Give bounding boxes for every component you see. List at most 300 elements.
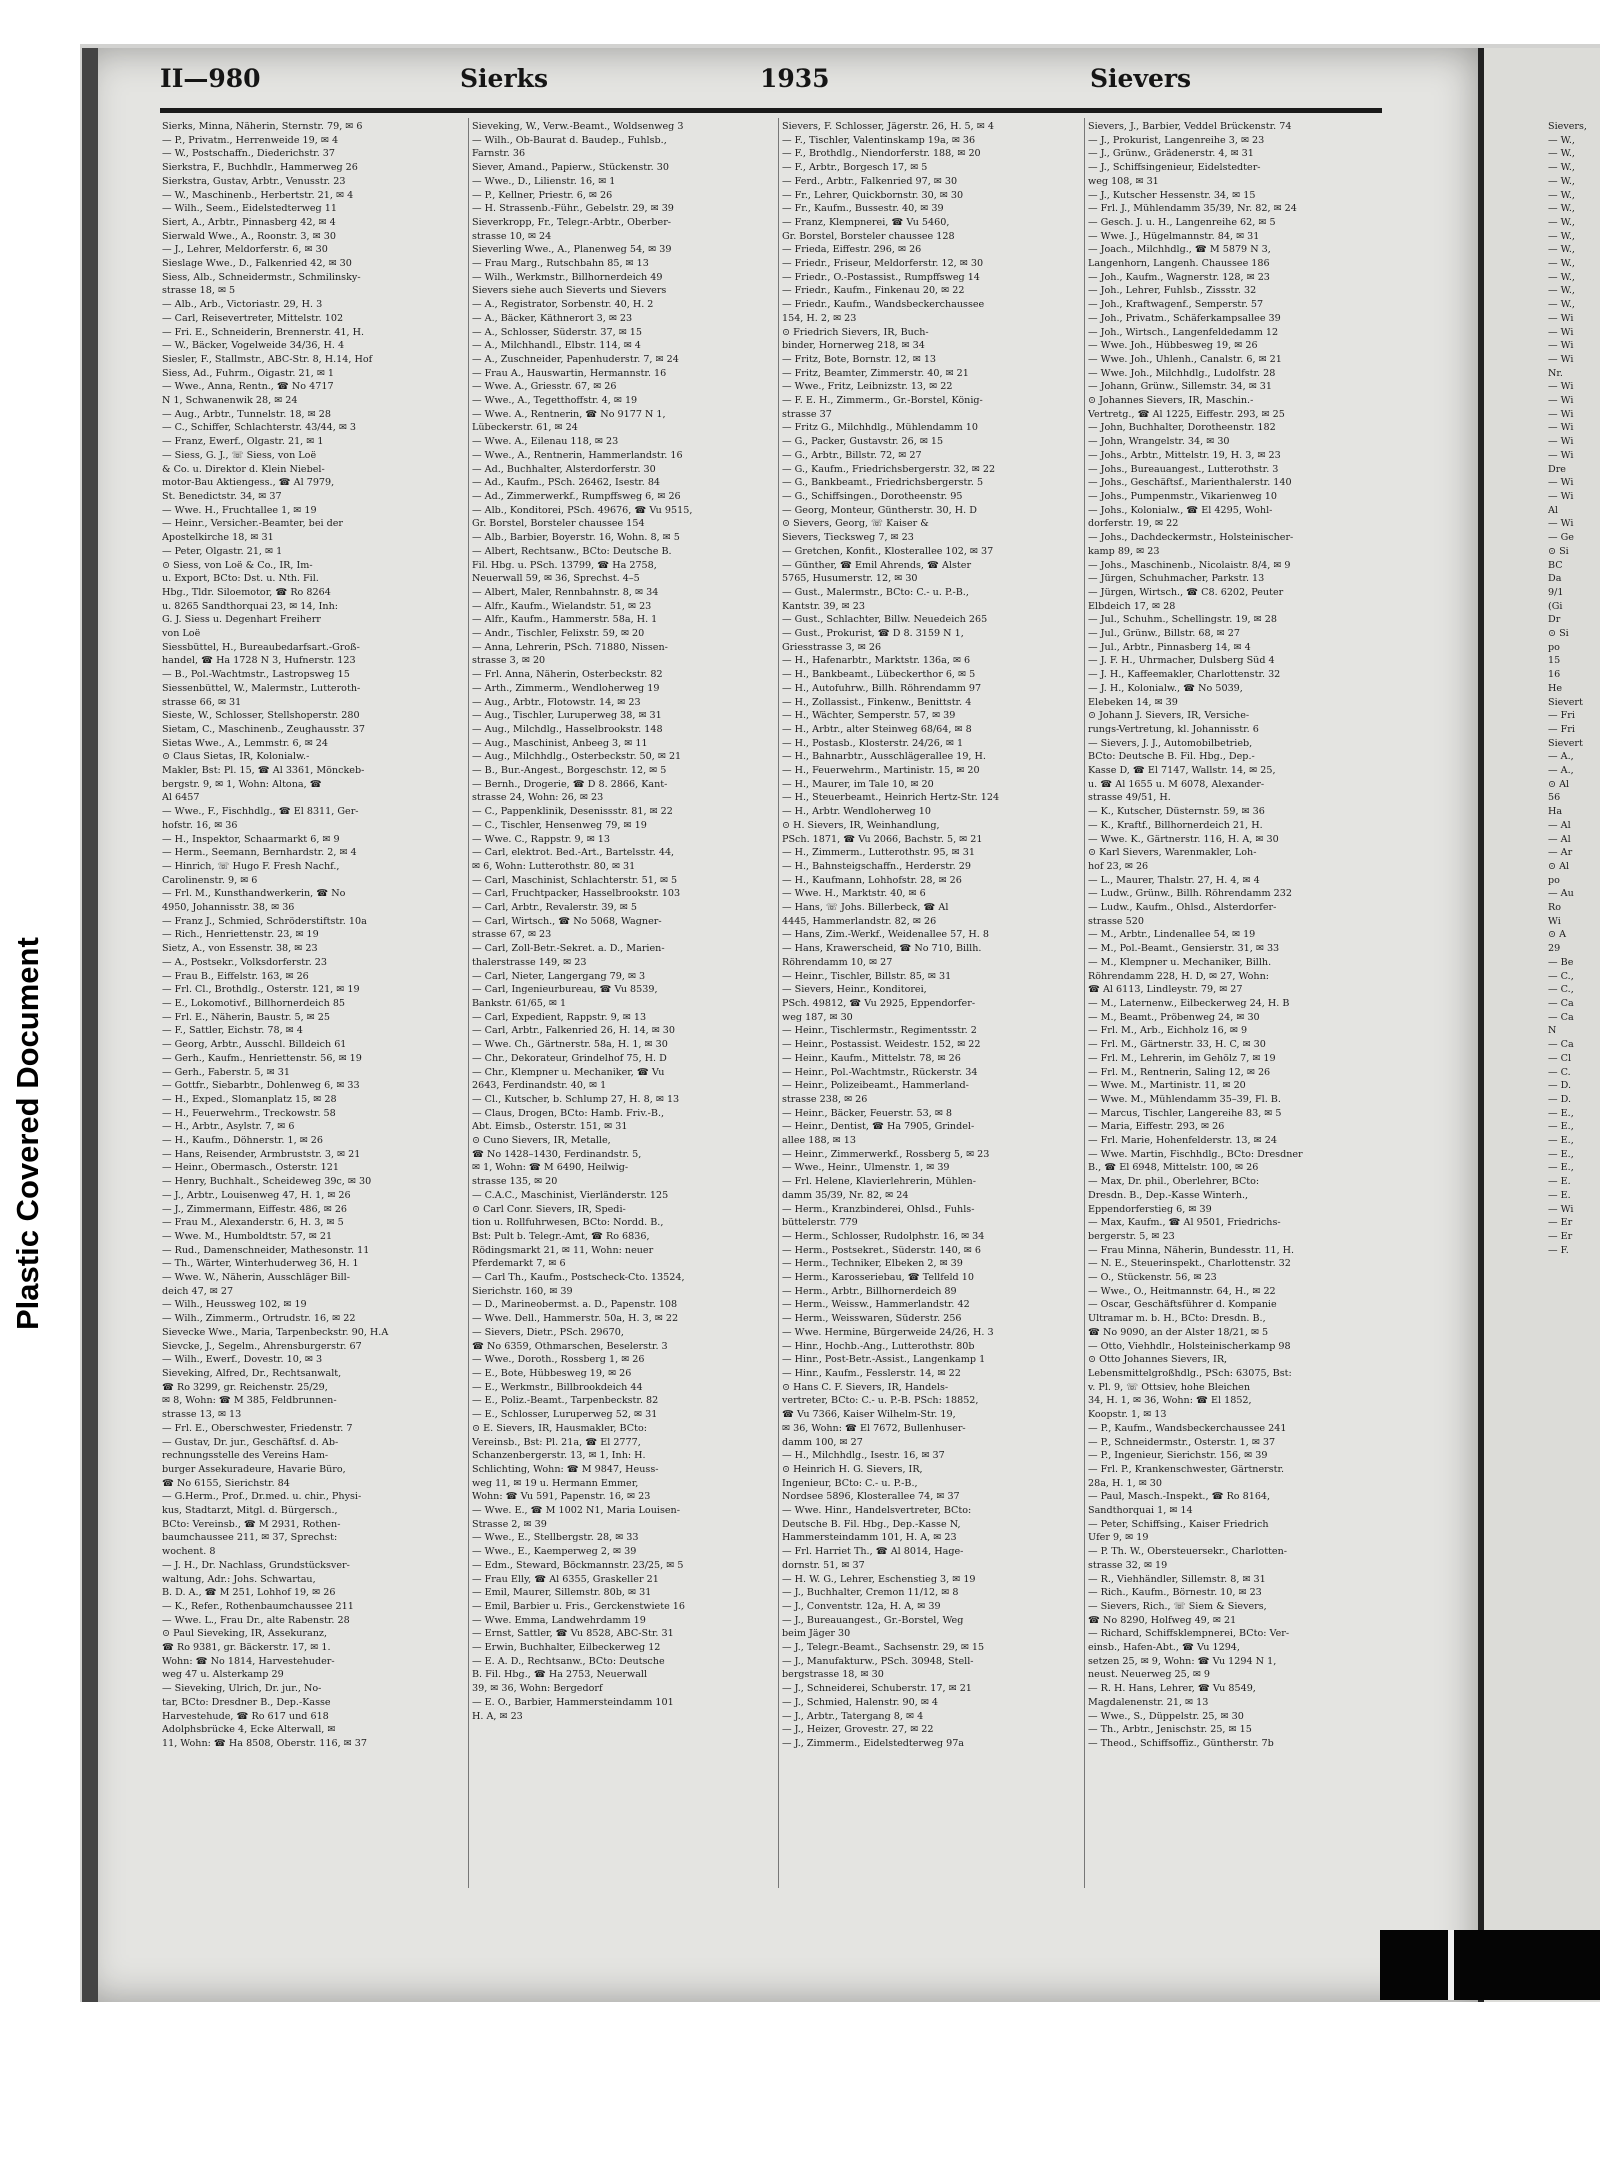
directory-entry-line: Nordsee 5896, Klosterallee 74, ✉ 37 [782, 1491, 960, 1503]
directory-entry-line: — Frl. J., Mühlendamm 35/39, Nr. 82, ✉ 24 [1088, 203, 1297, 215]
directory-entry-line: — Wwe., E., Stellbergstr. 28, ✉ 33 [472, 1532, 639, 1544]
directory-entry-line: — J. F. H., Uhrmacher, Dulsberg Süd 4 [1088, 655, 1275, 667]
directory-entry-line: — R., Viehhändler, Sillemstr. 8, ✉ 31 [1088, 1573, 1266, 1585]
directory-entry-line: strasse 13, ✉ 13 [162, 1409, 242, 1421]
directory-entry-line: Sieslage Wwe., D., Falkenried 42, ✉ 30 [162, 258, 352, 270]
directory-entry-line: BCto: Vereinsb., ☎ M 2931, Rothen- [162, 1518, 341, 1530]
directory-entry-line: — Wwe. Ch., Gärtnerstr. 58a, H. 1, ✉ 30 [472, 1039, 668, 1051]
directory-entry-line: — Alb., Arb., Victoriastr. 29, H. 3 [162, 299, 323, 311]
directory-entry-line: — Frau A., Hauswartin, Hermannstr. 16 [472, 367, 667, 379]
directory-entry-line: 9/1 [1548, 586, 1564, 598]
directory-entry-line: Sierkstra, F., Buchhdlr., Hammerweg 26 [162, 162, 358, 174]
directory-entry-line: — A., Bäcker, Käthnerort 3, ✉ 23 [472, 312, 633, 324]
directory-entry-line: Al [1548, 504, 1558, 516]
directory-entry-line: — F. [1548, 1244, 1569, 1256]
directory-entry-line: — E., Poliz.-Beamt., Tarpenbeckstr. 82 [472, 1395, 659, 1407]
directory-entry-line: — Wi [1548, 490, 1574, 502]
directory-entry-line: — E., [1548, 1162, 1574, 1174]
directory-entry-line: — E. [1548, 1176, 1571, 1188]
directory-entry-line: 2643, Ferdinandstr. 40, ✉ 1 [472, 1080, 607, 1092]
directory-entry-line: Sievers siehe auch Sieverts und Sievers [472, 285, 667, 297]
directory-entry-line: — Georg, Monteur, Güntherstr. 30, H. D [782, 504, 977, 516]
directory-entry-line: — Wilh., Ewerf., Dovestr. 10, ✉ 3 [162, 1354, 323, 1366]
directory-entry-line: — Friedr., O.-Postassist., Rumpffsweg 14 [782, 271, 980, 283]
directory-entry-line: weg 47 u. Alsterkamp 29 [162, 1669, 284, 1681]
directory-entry-line: Siert, A., Arbtr., Pinnasberg 42, ✉ 4 [162, 216, 336, 228]
directory-entry-line: ☎ No 9090, an der Alster 18/21, ✉ 5 [1088, 1326, 1269, 1338]
directory-entry-line: — H., Milchhdlg., Isestr. 16, ✉ 37 [782, 1450, 945, 1462]
directory-entry-line: Sietam, C., Maschinenb., Zeughausstr. 37 [162, 723, 365, 735]
directory-entry-line: — Sievers, Dietr., PSch. 29670, [472, 1326, 624, 1338]
directory-entry-line: — E., [1548, 1135, 1574, 1147]
directory-entry-line: — Johs., Maschinenb., Nicolaistr. 8/4, ✉ 9 [1088, 559, 1291, 571]
directory-entry-line: — Heinr., Zimmerwerkf., Rossberg 5, ✉ 23 [782, 1148, 990, 1160]
directory-entry-line: — Franz J., Schmied, Schröderstiftstr. 10a [162, 915, 367, 927]
column-divider [778, 118, 779, 1888]
directory-entry-line: — Frl. M., Lehrerin, im Gehölz 7, ✉ 19 [1088, 1052, 1276, 1064]
directory-entry-line: ☎ No 6359, Othmarschen, Beselerstr. 3 [472, 1340, 668, 1352]
directory-entry-line: — W., [1548, 148, 1575, 160]
directory-entry-line: Kantstr. 39, ✉ 23 [782, 600, 865, 612]
directory-entry-line: — H., Postasb., Klosterstr. 24/26, ✉ 1 [782, 737, 964, 749]
directory-entry-line: — J., Telegr.-Beamt., Sachsenstr. 29, ✉ 15 [782, 1642, 985, 1654]
directory-entry-line: bergerstr. 5, ✉ 23 [1088, 1230, 1175, 1242]
directory-entry-line: 15 [1548, 655, 1561, 667]
directory-entry-line: — E., Schlosser, Luruperweg 52, ✉ 31 [472, 1409, 658, 1421]
directory-entry-line: — Wi [1548, 353, 1574, 365]
directory-entry-line: — Aug., Maschinist, Anbeeg 3, ✉ 11 [472, 737, 648, 749]
header-right-word: Sievers [1090, 64, 1192, 93]
directory-entry-line: — Wwe. Joh., Milchhdlg., Ludolfstr. 28 [1088, 367, 1276, 379]
directory-entry-line: — Fr., Lehrer, Quickbornstr. 30, ✉ 30 [782, 189, 964, 201]
directory-entry-line: 39, ✉ 36, Wohn: Bergedorf [472, 1683, 603, 1695]
directory-entry-line: — Carl, Ingenieurbureau, ☎ Vu 8539, [472, 984, 658, 996]
directory-entry-line: Siess, Ad., Fuhrm., Oigastr. 21, ✉ 1 [162, 367, 335, 379]
directory-entry-line: — Frau Elly, ☎ Al 6355, Graskeller 21 [472, 1573, 659, 1585]
directory-entry-line: — Jul., Grünw., Billstr. 68, ✉ 27 [1088, 628, 1240, 640]
directory-entry-line: — Jul., Schuhm., Schellingstr. 19, ✉ 28 [1088, 614, 1277, 626]
directory-entry-line: — Wi [1548, 518, 1574, 530]
directory-entry-line: — Frl. Anna, Näherin, Osterbeckstr. 82 [472, 669, 663, 681]
directory-entry-line: — Frl. M., Gärtnerstr. 33, H. C, ✉ 30 [1088, 1039, 1266, 1051]
directory-entry-line: — Wwe., D., Lilienstr. 16, ✉ 1 [472, 175, 616, 187]
directory-entry-line: Dresdn. B., Dep.-Kasse Winterh., [1088, 1189, 1249, 1201]
directory-entry-line: — H., Hafenarbtr., Marktstr. 136a, ✉ 6 [782, 655, 971, 667]
directory-entry-line: — H., Kaufmann, Lohhofstr. 28, ✉ 26 [782, 874, 962, 886]
black-redaction-block [1380, 1930, 1600, 2000]
directory-entry-line: — Carl, Wirtsch., ☎ No 5068, Wagner- [472, 915, 662, 927]
directory-entry-line: — J., Zimmermann, Eiffestr. 486, ✉ 26 [162, 1203, 348, 1215]
directory-entry-line: — Claus, Drogen, BCto: Hamb. Friv.-B., [472, 1107, 665, 1119]
directory-entry-line: Lebensmittelgroßhdlg., PSch: 63075, Bst: [1088, 1367, 1292, 1379]
column-divider [1084, 118, 1085, 1888]
directory-entry-line: ✉ 8, Wohn: ☎ M 385, Feldbrunnen- [162, 1395, 337, 1407]
directory-entry-line: Adolphsbrücke 4, Ecke Alterwall, ✉ [162, 1724, 336, 1736]
directory-entry-line: — Johann, Grünw., Sillemstr. 34, ✉ 31 [1088, 381, 1273, 393]
directory-entry-line: — Gust., Malermstr., BCto: C.- u. P.-B., [782, 586, 969, 598]
directory-entry-line: N 1, Schwanenwik 28, ✉ 24 [162, 395, 298, 407]
directory-entry-line: Gr. Borstel, Borsteler chaussee 154 [472, 518, 645, 530]
directory-entry-line: — Gust., Schlachter, Billw. Neuedeich 265 [782, 614, 988, 626]
directory-entry-line: weg 108, ✉ 31 [1088, 175, 1159, 187]
directory-entry-line: — Franz, Ewerf., Olgastr. 21, ✉ 1 [162, 436, 324, 448]
directory-entry-line: ⊙ H. Sievers, IR, Weinhandlung, [782, 819, 940, 831]
directory-entry-line: — J., Arbtr., Tatergang 8, ✉ 4 [782, 1710, 924, 1722]
directory-entry-line: — H., Arbtr., Asylstr. 7, ✉ 6 [162, 1121, 295, 1133]
directory-entry-line: u. ☎ Al 1655 u. M 6078, Alexander- [1088, 778, 1265, 790]
directory-entry-line: 4950, Johannisstr. 38, ✉ 36 [162, 902, 295, 914]
directory-entry-line: ⊙ Cuno Sievers, IR, Metalle, [472, 1135, 611, 1147]
directory-entry-line: — Frl. Cl., Brothdlg., Osterstr. 121, ✉ 19 [162, 984, 360, 996]
directory-entry-line: — Wwe. A., Rentnerin, ☎ No 9177 N 1, [472, 408, 666, 420]
directory-entry-line: — Chr., Dekorateur, Grindelhof 75, H. D [472, 1052, 667, 1064]
directory-entry-line: — F., Brothdlg., Niendorferstr. 188, ✉ 20 [782, 148, 981, 160]
directory-entry-line: ⊙ Si [1548, 628, 1569, 640]
directory-entry-line: — Heinr., Dentist, ☎ Ha 7905, Grindel- [782, 1121, 975, 1133]
directory-entry-line: — A., [1548, 751, 1574, 763]
directory-entry-line: Rödingsmarkt 21, ✉ 11, Wohn: neuer [472, 1244, 654, 1256]
directory-entry-line: — Frieda, Eiffestr. 296, ✉ 26 [782, 244, 922, 256]
directory-entry-line: Sieverling Wwe., A., Planenweg 54, ✉ 39 [472, 244, 672, 256]
directory-entry-line: — Ca [1548, 1039, 1574, 1051]
directory-entry-line: — H. W. G., Lehrer, Eschenstieg 3, ✉ 19 [782, 1573, 976, 1585]
directory-entry-line: ⊙ Claus Sietas, IR, Kolonialw.- [162, 751, 310, 763]
directory-entry-line: — M., Beamt., Pröbenweg 24, ✉ 30 [1088, 1011, 1260, 1023]
directory-entry-line: — Wwe. Hermine, Bürgerweide 24/26, H. 3 [782, 1326, 994, 1338]
directory-entry-line: Sietas Wwe., A., Lemmstr. 6, ✉ 24 [162, 737, 328, 749]
directory-entry-line: Siessbüttel, H., Bureaubedarfsart.-Groß- [162, 641, 360, 653]
directory-entry-line: — F., Arbtr., Borgesch 17, ✉ 5 [782, 162, 928, 174]
directory-entry-line: — Ernst, Sattler, ☎ Vu 8528, ABC-Str. 31 [472, 1628, 674, 1640]
directory-entry-line: — P., Kellner, Priestr. 6, ✉ 26 [472, 189, 613, 201]
directory-entry-line: Gr. Borstel, Borsteler chaussee 128 [782, 230, 955, 242]
directory-entry-line: — M., Klempner u. Mechaniker, Billh. [1088, 956, 1272, 968]
directory-entry-line: — H., Feuerwehrm., Martinistr. 15, ✉ 20 [782, 765, 980, 777]
directory-entry-line: — Herm., Seemann, Bernhardstr. 2, ✉ 4 [162, 847, 357, 859]
directory-entry-line: — Joh., Wirtsch., Langenfeldedamm 12 [1088, 326, 1279, 338]
directory-entry-line: strasse 135, ✉ 20 [472, 1176, 558, 1188]
directory-entry-line: — Be [1548, 956, 1574, 968]
directory-entry-line: ☎ Ro 3299, gr. Reichenstr. 25/29, [162, 1381, 328, 1393]
directory-entry-line: waltung, Adr.: Johs. Schwartau, [162, 1573, 316, 1585]
directory-entry-line: — Ad., Zimmerwerkf., Rumpffsweg 6, ✉ 26 [472, 490, 681, 502]
directory-entry-line: — J., Manufakturw., PSch. 30948, Stell- [782, 1655, 974, 1667]
directory-entry-line: Deutsche B. Fil. Hbg., Dep.-Kasse N, [782, 1518, 961, 1530]
directory-entry-line: — Aug., Tischler, Luruperweg 38, ✉ 31 [472, 710, 662, 722]
directory-entry-line: vertreter, BCto: C.- u. P.-B. PSch: 18852, [782, 1395, 979, 1407]
directory-entry-line: — E. O., Barbier, Hammersteindamm 101 [472, 1696, 674, 1708]
directory-entry-line: Sandthorquai 1, ✉ 14 [1088, 1505, 1193, 1517]
directory-entry-line: — J., Lehrer, Meldorferstr. 6, ✉ 30 [162, 244, 328, 256]
directory-entry-line: ⊙ Al [1548, 778, 1570, 790]
directory-column-4 [1088, 120, 1388, 1880]
directory-entry-line: — Wwe., O., Heitmannstr. 64, H., ✉ 22 [1088, 1285, 1276, 1297]
directory-entry-line: tar, BCto: Dresdner B., Dep.-Kasse [162, 1696, 331, 1708]
directory-entry-line: BC [1548, 559, 1563, 571]
directory-entry-line: — E., Werkmstr., Billbrookdeich 44 [472, 1381, 643, 1393]
directory-entry-line: — W., [1548, 175, 1575, 187]
directory-entry-line: 29 [1548, 943, 1561, 955]
directory-entry-line: — Frl. M., Arb., Eichholz 16, ✉ 9 [1088, 1025, 1248, 1037]
directory-entry-line: — Heinr., Pol.-Wachtmstr., Rückerstr. 34 [782, 1066, 978, 1078]
directory-entry-line: — Frau Marg., Rutschbahn 85, ✉ 13 [472, 258, 649, 270]
directory-entry-line: 28a, H. 1, ✉ 30 [1088, 1477, 1162, 1489]
directory-entry-line: — J., Arbtr., Louisenweg 47, H. 1, ✉ 26 [162, 1189, 351, 1201]
directory-entry-line: Elbdeich 17, ✉ 28 [1088, 600, 1176, 612]
directory-entry-line: — J., Schmied, Halenstr. 90, ✉ 4 [782, 1696, 939, 1708]
directory-entry-line: — M., Laternenw., Eilbeckerweg 24, H. B [1088, 998, 1290, 1009]
directory-entry-line: — Wwe. Dell., Hammerstr. 50a, H. 3, ✉ 22 [472, 1313, 679, 1325]
directory-entry-line: ⊙ Heinrich H. G. Sievers, IR, [782, 1463, 923, 1475]
directory-entry-line: G. J. Siess u. Degenhart Freiherr [162, 614, 321, 626]
directory-entry-line: 56 [1548, 792, 1561, 804]
directory-entry-line: — J., Conventstr. 12a, H. A, ✉ 39 [782, 1600, 941, 1612]
directory-entry-line: — K., Kutscher, Düsternstr. 59, ✉ 36 [1088, 806, 1265, 818]
directory-entry-line: po [1548, 641, 1560, 653]
directory-entry-line: Neuerwall 59, ✉ 36, Sprechst. 4–5 [472, 573, 640, 585]
directory-entry-line: Fil. Hbg. u. PSch. 13799, ☎ Ha 2758, [472, 559, 657, 571]
directory-entry-line: — H., Bahnarbtr., Ausschlägerallee 19, H. [782, 751, 986, 763]
directory-entry-line: ⊙ Hans C. F. Sievers, IR, Handels- [782, 1381, 949, 1393]
directory-entry-line: — O., Stückenstr. 56, ✉ 23 [1088, 1272, 1217, 1284]
directory-entry-line: (Gi [1548, 600, 1563, 612]
directory-entry-line: motor-Bau Aktiengess., ☎ Al 7979, [162, 477, 335, 489]
directory-entry-line: strasse 67, ✉ 23 [472, 929, 552, 941]
directory-entry-line: Sievers, F. Schlosser, Jägerstr. 26, H. 5, ✉ 4 [782, 121, 994, 132]
directory-entry-line: ⊙ Sievers, Georg, ☏ Kaiser & [782, 518, 929, 530]
directory-entry-line: Siess, Alb., Schneidermstr., Schmilinsky- [162, 271, 361, 283]
directory-entry-line: — Wi [1548, 436, 1574, 448]
directory-entry-line: — Joach., Milchhdlg., ☎ M 5879 N 3, [1088, 244, 1271, 256]
directory-entry-line: — Wwe. J., Hügelmannstr. 84, ✉ 31 [1088, 230, 1260, 242]
directory-entry-line: — W., [1548, 299, 1575, 311]
directory-entry-line: — Wwe. E., ☎ M 1002 N1, Maria Louisen- [472, 1505, 680, 1517]
directory-entry-line: — J. H., Dr. Nachlass, Grundstücksver- [162, 1559, 350, 1571]
directory-entry-line: — Erwin, Buchhalter, Eilbeckerweg 12 [472, 1642, 661, 1654]
directory-entry-line: strasse 10, ✉ 24 [472, 230, 552, 242]
directory-entry-line: wochent. 8 [162, 1546, 216, 1558]
directory-entry-line: — H., Bankbeamt., Lübeckerthor 6, ✉ 5 [782, 669, 976, 681]
directory-entry-line: — Heinr., Postassist. Weidestr. 152, ✉ 22 [782, 1039, 981, 1051]
directory-entry-line: — Andr., Tischler, Felixstr. 59, ✉ 20 [472, 628, 645, 640]
directory-entry-line: einsb., Hafen-Abt., ☎ Vu 1294, [1088, 1642, 1240, 1654]
directory-entry-line: — Hans, Krawerscheid, ☎ No 710, Billh. [782, 943, 982, 955]
directory-entry-line: — Herm., Karosseriebau, ☎ Tellfeld 10 [782, 1272, 974, 1284]
directory-entry-line: — Cl., Kutscher, b. Schlump 27, H. 8, ✉ 13 [472, 1093, 680, 1105]
directory-entry-line: Sievecke Wwe., Maria, Tarpenbeckstr. 90, H.A [162, 1326, 389, 1338]
directory-entry-line: — H., Inspektor, Schaarmarkt 6, ✉ 9 [162, 833, 340, 845]
directory-entry-line: Nr. [1548, 367, 1563, 379]
directory-entry-line: — J., Schiffsingenieur, Eidelstedter- [1088, 162, 1261, 174]
directory-entry-line: bergstr. 9, ✉ 1, Wohn: Altona, ☎ [162, 778, 322, 790]
directory-entry-line: — Frl. M., Rentnerin, Saling 12, ✉ 26 [1088, 1066, 1271, 1078]
directory-entry-line: v. Pl. 9, ☏ Ottsiev, hohe Bleichen [1088, 1381, 1251, 1393]
directory-entry-line: — J. H., Kaffeemakler, Charlottenstr. 32 [1088, 669, 1281, 681]
directory-entry-line: — Gustav, Dr. jur., Geschäftsf. d. Ab- [162, 1436, 339, 1448]
directory-entry-line: — L., Maurer, Thalstr. 27, H. 4, ✉ 4 [1088, 874, 1260, 886]
adjacent-page-column [1548, 120, 1598, 1880]
directory-entry-line: kus, Stadtarzt, Mitgl. d. Bürgersch., [162, 1505, 338, 1517]
directory-entry-line: — Sievers, Heinr., Konditorei, [782, 984, 927, 996]
directory-entry-line: — Frau B., Eiffelstr. 163, ✉ 26 [162, 970, 309, 982]
directory-entry-line: — Wi [1548, 340, 1574, 352]
directory-entry-line: Bst: Pult b. Telegr.-Amt, ☎ Ro 6836, [472, 1230, 650, 1242]
directory-entry-line: — Jürgen, Wirtsch., ☎ C8. 6202, Peuter [1088, 586, 1284, 598]
directory-entry-line: von Loë [162, 628, 201, 640]
directory-entry-line: N [1548, 1025, 1557, 1037]
directory-entry-line: — Wi [1548, 395, 1574, 407]
directory-entry-line: Ultramar m. b. H., BCto: Dresdn. B., [1088, 1313, 1266, 1325]
directory-entry-line: — H., Exped., Slomanplatz 15, ✉ 28 [162, 1093, 337, 1105]
directory-entry-line: — Er [1548, 1217, 1573, 1229]
directory-entry-line: — Carl, Arbtr., Falkenried 26, H. 14, ✉ 30 [472, 1025, 676, 1037]
directory-entry-line: — Anna, Lehrerin, PSch. 71880, Nissen- [472, 641, 668, 653]
directory-entry-line: — Wwe. W., Näherin, Ausschläger Bill- [162, 1272, 350, 1284]
directory-entry-line: — H., Kaufm., Döhnerstr. 1, ✉ 26 [162, 1135, 324, 1147]
directory-entry-line: Ufer 9, ✉ 19 [1088, 1532, 1149, 1544]
directory-entry-line: — G., Bankbeamt., Friedrichsbergerstr. 5 [782, 477, 984, 489]
directory-entry-line: strasse 24, Wohn: 26, ✉ 23 [472, 792, 604, 804]
page-header [160, 64, 1380, 100]
directory-entry-line: — Edm., Steward, Böckmannstr. 23/25, ✉ 5 [472, 1559, 684, 1571]
directory-column-1 [162, 120, 462, 1880]
directory-entry-line: — E., [1548, 1121, 1574, 1133]
directory-entry-line: — Wi [1548, 408, 1574, 420]
directory-entry-line: — W., [1548, 285, 1575, 297]
directory-entry-line: Ingenieur, BCto: C.- u. P.-B., [782, 1477, 918, 1489]
directory-entry-line: — Al [1548, 819, 1571, 831]
directory-entry-line: — Wwe. H., Fruchtallee 1, ✉ 19 [162, 504, 317, 516]
directory-entry-line: — Fritz, Bote, Bornstr. 12, ✉ 13 [782, 353, 937, 365]
directory-entry-line: — Herm., Arbtr., Billhornerdeich 89 [782, 1285, 957, 1297]
directory-entry-line: Schanzenbergerstr. 13, ✉ 1, Inh: H. [472, 1450, 646, 1462]
directory-entry-line: ☎ Vu 7366, Kaiser Wilhelm-Str. 19, [782, 1409, 956, 1421]
directory-entry-line: ☎ Al 6113, Lindleystr. 79, ✉ 27 [1088, 984, 1243, 996]
directory-entry-line: — F., Sattler, Eichstr. 78, ✉ 4 [162, 1025, 303, 1037]
directory-entry-line: — D. [1548, 1080, 1572, 1092]
directory-entry-line: — Heinr., Tischler, Billstr. 85, ✉ 31 [782, 970, 952, 982]
directory-entry-line: — Herm., Schlosser, Rudolphstr. 16, ✉ 34 [782, 1230, 985, 1242]
directory-entry-line: — H., Maurer, im Tale 10, ✉ 20 [782, 778, 934, 790]
directory-entry-line: 5765, Husumerstr. 12, ✉ 30 [782, 573, 918, 585]
directory-entry-line: — J., Prokurist, Langenreihe 3, ✉ 23 [1088, 134, 1265, 146]
directory-entry-line: — Georg, Arbtr., Ausschl. Billdeich 61 [162, 1039, 347, 1051]
directory-entry-line: — Alfr., Kaufm., Wielandstr. 51, ✉ 23 [472, 600, 652, 612]
directory-entry-line: — W., [1548, 244, 1575, 256]
directory-entry-line: — J., Kutscher Hessenstr. 34, ✉ 15 [1088, 189, 1256, 201]
directory-entry-line: Dre [1548, 463, 1566, 475]
directory-entry-line: — Ca [1548, 1011, 1574, 1023]
directory-entry-line: tion u. Rollfuhrwesen, BCto: Nordd. B., [472, 1217, 664, 1229]
directory-entry-line: — Heinr., Kaufm., Mittelstr. 78, ✉ 26 [782, 1052, 961, 1064]
directory-entry-line: — Wwe., Heinr., Ulmenstr. 1, ✉ 39 [782, 1162, 950, 1174]
directory-entry-line: — Franz, Klempnerei, ☎ Vu 5460, [782, 216, 950, 228]
directory-entry-line: — Wwe. Joh., Uhlenh., Canalstr. 6, ✉ 21 [1088, 353, 1282, 365]
directory-entry-line: — Heinr., Bäcker, Feuerstr. 53, ✉ 8 [782, 1107, 953, 1119]
directory-entry-line: — C.A.C., Maschinist, Vierländerstr. 125 [472, 1189, 669, 1201]
directory-entry-line: — Frl. E., Oberschwester, Friedenstr. 7 [162, 1422, 353, 1434]
directory-entry-line: — Carl Th., Kaufm., Postscheck-Cto. 13524, [472, 1272, 685, 1284]
directory-entry-line: — Bernh., Drogerie, ☎ D 8. 2866, Kant- [472, 778, 668, 790]
directory-entry-line: ⊙ Siess, von Loë & Co., IR, Im- [162, 559, 313, 571]
directory-entry-line: — H., Steuerbeamt., Heinrich Hertz-Str. 124 [782, 792, 1000, 804]
directory-entry-line: ☎ No 6155, Sierichstr. 84 [162, 1477, 290, 1489]
directory-entry-line: — B., Pol.-Wachtmstr., Lastropsweg 15 [162, 669, 350, 681]
directory-entry-line: Sievers, J., Barbier, Veddel Brückenstr. 74 [1088, 121, 1292, 132]
directory-entry-line: rechnungsstelle des Vereins Ham- [162, 1450, 329, 1462]
directory-entry-line: — Heinr., Obermasch., Osterstr. 121 [162, 1162, 339, 1174]
directory-entry-line: — J., Heizer, Grovestr. 27, ✉ 22 [782, 1724, 934, 1736]
directory-entry-line: — Wilh., Heussweg 102, ✉ 19 [162, 1299, 307, 1311]
directory-entry-line: — P., Ingenieur, Sierichstr. 156, ✉ 39 [1088, 1450, 1268, 1462]
directory-entry-line: — Alb., Barbier, Boyerstr. 16, Wohn. 8, ✉ 5 [472, 532, 680, 544]
directory-entry-line: — Ca [1548, 998, 1574, 1009]
directory-entry-line: PSch. 49812, ☎ Vu 2925, Eppendorfer- [782, 998, 976, 1009]
directory-entry-line: — Emil, Barbier u. Fris., Gerckenstwiete 16 [472, 1600, 686, 1612]
directory-entry-line: — Paul, Masch.-Inspekt., ☎ Ro 8164, [1088, 1491, 1271, 1503]
directory-entry-line: — N. E., Steuerinspekt., Charlottenstr. 32 [1088, 1258, 1291, 1270]
directory-entry-line: — Herm., Weisswaren, Süderstr. 256 [782, 1313, 962, 1325]
directory-entry-line: ⊙ Carl Conr. Sievers, IR, Spedi- [472, 1203, 626, 1215]
directory-entry-line: — Carl, Arbtr., Revalerstr. 39, ✉ 5 [472, 902, 637, 914]
directory-entry-line: — H., Feuerwehrm., Treckowstr. 58 [162, 1107, 336, 1119]
directory-entry-line: Hbg., Tldr. Siloemotor, ☎ Ro 8264 [162, 586, 331, 598]
directory-entry-line: — C., Pappenklinik, Desenissstr. 81, ✉ 22 [472, 806, 673, 818]
directory-entry-line: strasse 238, ✉ 26 [782, 1093, 868, 1105]
directory-entry-line: — G., Kaufm., Friedrichsbergerstr. 32, ✉ 22 [782, 463, 996, 475]
directory-entry-line: — Fritz, Beamter, Zimmerstr. 40, ✉ 21 [782, 367, 969, 379]
directory-entry-line: 34, H. 1, ✉ 36, Wohn: ☎ El 1852, [1088, 1395, 1252, 1407]
directory-entry-line: Ha [1548, 806, 1563, 818]
directory-entry-line: — Ludw., Kaufm., Ohlsd., Alsterdorfer- [1088, 902, 1277, 914]
directory-entry-line: — Fri. E., Schneiderin, Brennerstr. 41, H. [162, 326, 365, 338]
directory-entry-line: — Günther, ☎ Emil Ahrends, ☎ Alster [782, 559, 972, 571]
header-left-word: Sierks [460, 64, 549, 93]
directory-entry-line: — Albert, Maler, Rennbahnstr. 8, ✉ 34 [472, 586, 659, 598]
directory-entry-line: — Wilh., Werkmstr., Billhornerdeich 49 [472, 271, 663, 283]
directory-entry-line: Sievert [1548, 696, 1583, 708]
directory-entry-line: — Wwe. Martin, Fischhdlg., BCto: Dresdner [1088, 1148, 1303, 1160]
directory-entry-line: 4445, Hammerlandstr. 82, ✉ 26 [782, 915, 937, 927]
directory-entry-line: — Wwe. H., Marktstr. 40, ✉ 6 [782, 888, 926, 900]
directory-entry-line: — Wilh., Zimmerm., Ortrudstr. 16, ✉ 22 [162, 1313, 356, 1325]
directory-entry-line: Sieveking, Alfred, Dr., Rechtsanwalt, [162, 1367, 342, 1379]
directory-entry-line: — J., Grünw., Grädenerstr. 4, ✉ 31 [1088, 148, 1254, 160]
directory-entry-line: strasse 32, ✉ 19 [1088, 1559, 1168, 1571]
directory-entry-line: — Johs., Arbtr., Mittelstr. 19, H. 3, ✉ 23 [1088, 449, 1281, 461]
directory-entry-line: — Wilh., Seem., Eidelstedterweg 11 [162, 203, 337, 215]
directory-entry-line: — Herm., Postsekret., Süderstr. 140, ✉ 6 [782, 1244, 981, 1256]
directory-entry-line: — Wwe., Fritz, Leibnizstr. 13, ✉ 22 [782, 381, 953, 393]
directory-entry-line: — Carl, Expedient, Rappstr. 9, ✉ 13 [472, 1011, 647, 1023]
directory-entry-line: strasse 520 [1088, 915, 1144, 927]
directory-entry-line: ⊙ Karl Sievers, Warenmakler, Loh- [1088, 847, 1257, 859]
directory-entry-line: — A., [1548, 765, 1574, 777]
directory-entry-line: Siever, Amand., Papierw., Stückenstr. 30 [472, 162, 669, 174]
directory-entry-line: — Hans, Reisender, Armbruststr. 3, ✉ 21 [162, 1148, 361, 1160]
directory-entry-line: He [1548, 682, 1563, 694]
directory-entry-line: — M., Arbtr., Lindenallee 54, ✉ 19 [1088, 929, 1256, 941]
tape-edge [1448, 1930, 1454, 2000]
directory-entry-line: Al 6457 [162, 792, 200, 804]
directory-entry-line: — Frl. E., Näherin, Baustr. 5, ✉ 25 [162, 1011, 330, 1023]
directory-entry-line: Sieverkropp, Fr., Telegr.-Arbtr., Oberber- [472, 216, 672, 228]
directory-entry-line: — Frl. Harriet Th., ☎ Al 8014, Hage- [782, 1546, 964, 1558]
directory-entry-line: binder, Hornerweg 218, ✉ 34 [782, 340, 925, 352]
directory-entry-line: — Wwe., S., Düppelstr. 25, ✉ 30 [1088, 1710, 1244, 1722]
directory-entry-line: — Wwe. Joh., Hübbesweg 19, ✉ 26 [1088, 340, 1258, 352]
directory-entry-line: 11, Wohn: ☎ Ha 8508, Oberstr. 116, ✉ 37 [162, 1737, 367, 1749]
